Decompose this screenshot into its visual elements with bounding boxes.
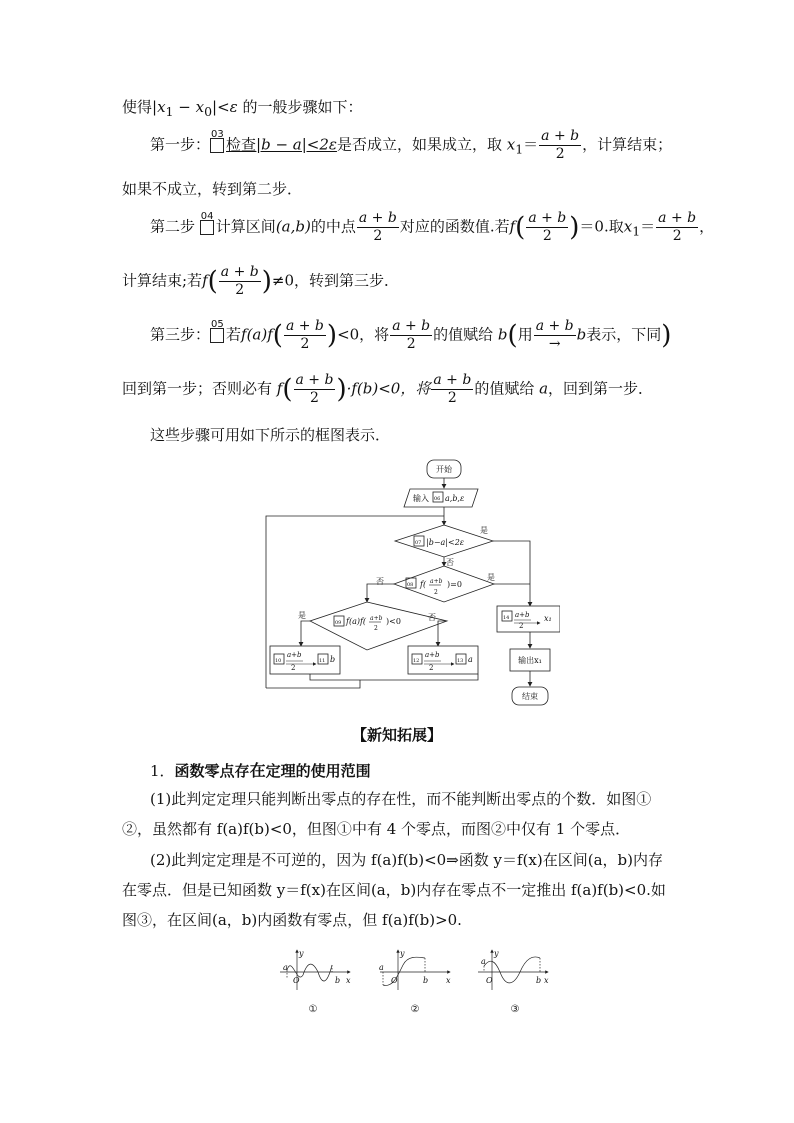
svg-text:a,b,ε: a,b,ε xyxy=(445,494,465,503)
svg-text:b: b xyxy=(536,976,542,985)
step1-line1: 第一步： 03 检查|b − a|<2ε是否成立，如果成立，取 $x_1=$ $\frac{a + b}{2}$ ，计算结束； xyxy=(150,128,673,162)
flowchart-intro: 这些步骤可用如下所示的框图表示． xyxy=(150,426,391,444)
svg-text:07: 07 xyxy=(415,540,422,546)
p2-line2: 在零点．但是已知函数 y＝f(x)在区间(a，b)内存在零点不一定推出 f(a)f(b)<0.如 xyxy=(122,881,666,899)
step3-line1: 第三步： 05 若f(a)f( $\frac{a + b}{2}$ )<0，将 $\frac{a + b}{2}$ 的值赋给 b(用 $\frac{a + b}{\to}$ b表示，下同) xyxy=(150,318,672,352)
svg-text:a: a xyxy=(468,655,473,664)
flow-decision-3 xyxy=(310,602,447,650)
step2-line2: 计算结束;若f( $\frac{a + b}{2}$ )≠0，转到第三步． xyxy=(122,264,400,298)
svg-text:x₁: x₁ xyxy=(544,614,552,623)
note-box-icon: 03 xyxy=(210,138,224,153)
svg-text:b: b xyxy=(335,976,341,985)
p1-line1: (1)此判定定理只能判断出零点的存在性，而不能判断出零点的个数．如图① xyxy=(150,790,652,808)
svg-text:x: x xyxy=(346,976,351,985)
svg-text:11: 11 xyxy=(319,658,326,664)
flow-output-label: 输出x₁ xyxy=(518,656,542,665)
svg-text:a+b: a+b xyxy=(287,651,302,659)
svg-text:08: 08 xyxy=(407,582,414,588)
svg-text:输入: 输入 xyxy=(413,494,429,503)
flow-end-label: 结束 xyxy=(522,692,538,701)
subsection-title: 1．函数零点存在定理的使用范围 xyxy=(150,761,371,780)
svg-text:x: x xyxy=(446,976,451,985)
svg-text:否: 否 xyxy=(428,613,436,622)
svg-text:f(: f( xyxy=(420,580,427,589)
svg-text:12: 12 xyxy=(413,658,420,664)
p2-line1: (2)此判定定理是不可逆的，因为 f(a)f(b)<0⇒函数 y＝f(x)在区间(a，b)内存 xyxy=(150,851,663,869)
flowchart xyxy=(260,455,560,710)
note-box-icon: 05 xyxy=(210,328,224,343)
intro-line: 使得$|x_1 - x_0|<\varepsilon$ 的一般步骤如下： xyxy=(122,98,363,119)
svg-text:a+b: a+b xyxy=(430,578,443,585)
svg-text:2: 2 xyxy=(434,589,438,596)
p1-line2: ②，虽然都有 f(a)f(b)<0，但图①中有 4 个零点，而图②中仅有 1 个零点． xyxy=(122,820,631,838)
note-box-icon: 04 xyxy=(200,220,214,235)
svg-text:O: O xyxy=(391,976,398,985)
svg-text:)=0: )=0 xyxy=(447,580,462,589)
function-graphs xyxy=(270,938,570,1018)
svg-text:a: a xyxy=(481,957,486,966)
svg-text:O: O xyxy=(486,976,493,985)
svg-text:a+b: a+b xyxy=(425,651,440,659)
svg-text:y: y xyxy=(494,949,499,958)
svg-text:10: 10 xyxy=(275,658,282,664)
flow-start-label: 开始 xyxy=(436,465,452,474)
svg-text:)<0: )<0 xyxy=(386,617,401,626)
p2-line3: 图③，在区间(a，b)内函数有零点，但 f(a)f(b)>0. xyxy=(122,911,462,929)
svg-text:2: 2 xyxy=(519,622,524,630)
svg-text:06: 06 xyxy=(434,496,441,502)
svg-text:是: 是 xyxy=(298,611,306,620)
svg-text:是: 是 xyxy=(487,573,495,582)
step3-line2: 回到第一步；否则必有 f( $\frac{a + b}{2}$ )·f(b)<0，将 $\frac{a + b}{2}$ 的值赋给 a，回到第一步． xyxy=(122,372,654,406)
svg-text:y: y xyxy=(400,949,405,958)
svg-text:f(a)f(: f(a)f( xyxy=(346,617,367,626)
svg-text:否: 否 xyxy=(446,558,454,567)
svg-text:是: 是 xyxy=(480,526,488,535)
svg-text:y: y xyxy=(299,949,304,958)
step2-line1: 第二步 04 计算区间(a,b)的中点 $\frac{a + b}{2}$ 对应的函数值.若f( $\frac{a + b}{2}$ )＝0.取$x_1=$ $\frac{a + b}{2}$ ， xyxy=(150,210,715,244)
svg-text:|b−a|<2ε: |b−a|<2ε xyxy=(426,538,465,547)
svg-text:a+b: a+b xyxy=(515,611,530,619)
svg-text:2: 2 xyxy=(291,664,296,672)
svg-text:否: 否 xyxy=(376,577,384,586)
svg-text:b: b xyxy=(423,976,429,985)
svg-text:②: ② xyxy=(410,1004,420,1015)
svg-text:a: a xyxy=(283,963,288,972)
svg-text:③: ③ xyxy=(510,1004,520,1015)
svg-text:14: 14 xyxy=(503,615,510,621)
svg-text:09: 09 xyxy=(335,620,342,626)
svg-text:x: x xyxy=(544,976,549,985)
svg-text:a: a xyxy=(379,963,384,972)
svg-text:2: 2 xyxy=(374,625,378,632)
svg-text:13: 13 xyxy=(457,658,464,664)
graph2-curve xyxy=(383,957,425,985)
fraction: $\frac{a + b}{2}$ xyxy=(541,128,580,162)
svg-text:a+b: a+b xyxy=(370,615,383,622)
step1-line2: 如果不成立，转到第二步． xyxy=(122,180,303,198)
svg-text:b: b xyxy=(330,655,336,664)
svg-text:O: O xyxy=(293,976,300,985)
svg-text:2: 2 xyxy=(429,664,434,672)
svg-text:①: ① xyxy=(308,1004,318,1015)
section-heading: 【新知拓展】 xyxy=(351,726,442,744)
